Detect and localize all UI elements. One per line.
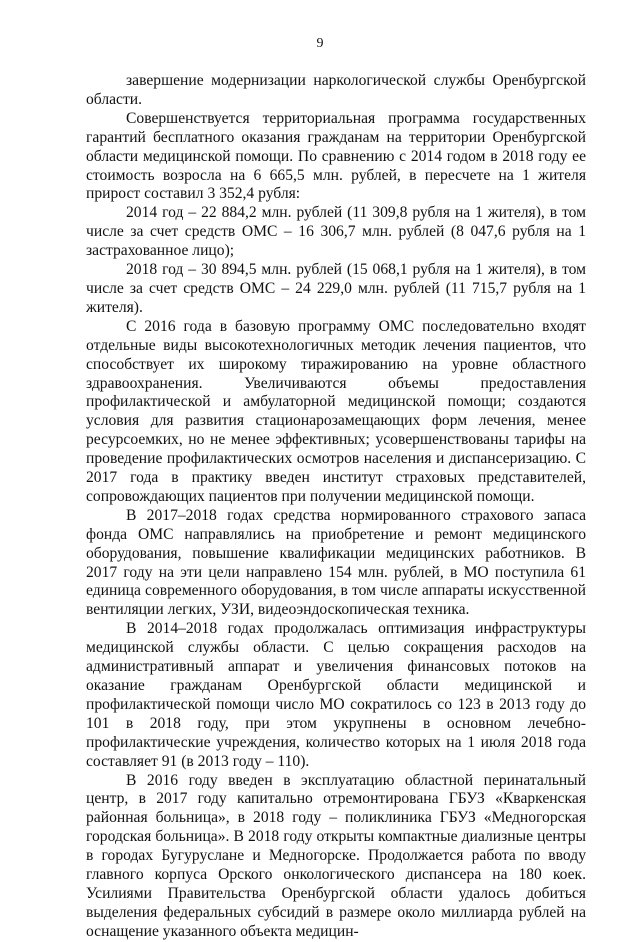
paragraph: В 2014–2018 годах продолжалась оптимизация инфраструктуры медицинской службы области. С целью сокращения расходов на административный аппарат и увеличения финансовых потоков на оказание гражданам Оренбургской области медицинской и профилактической помощи число МО сократилось со 123 в 2013 году до 101 в 2018 году, при этом укрупнены в основном лечебно-профилактические учреждения, количество которых на 1 июля 2018 года составляет 91 (в 2013 году – 110). — [86, 620, 586, 770]
paragraph: Совершенствуется территориальная программа государственных гарантий бесплатного оказания гражданам на территории Оренбургской области медицинской помощи. По сравнению с 2014 годом в 2018 году ее стоимость возросла на 6 665,5 млн. рублей, в пересчете на 1 жителя прирост составил 3 352,4 рубля: — [86, 109, 586, 203]
paragraph: 2014 год – 22 884,2 млн. рублей (11 309,8 рубля на 1 жителя), в том числе за счет средств ОМС – 16 306,7 млн. рублей (8 047,6 рубля на 1 застрахованное лицо); — [86, 204, 586, 260]
paragraph: В 2016 году введен в эксплуатацию областной перинатальный центр, в 2017 году капитально отремонтирована ГБУЗ «Кваркенская районная больница», в 2018 году – поликлиника ГБУЗ «Медногорская городская больница». В 2018 году открыты компактные диализные центры в городах Бугуруслане и Медногорске. Продолжается работа по вводу главного корпуса Орского онкологического диспансера на 180 коек. Усилиями Правительства Оренбургской области удалось добиться выделения федеральных субсидий в размере около миллиарда рублей на оснащение указанного объекта медицин- — [86, 771, 586, 940]
paragraph: завершение модернизации наркологической службы Оренбургской области. — [86, 72, 586, 108]
paragraph: В 2017–2018 годах средства нормированного страхового запаса фонда ОМС направлялись на приобретение и ремонт медицинского оборудования, повышение квалификации медицинских работников. В 2017 году на эти цели направлено 154 млн. рублей, в МО поступила 61 единица современного оборудования, в том числе аппараты искусственной вентиляции легких, УЗИ, видеоэндоскопическая техника. — [86, 506, 586, 619]
document-body — [86, 72, 586, 942]
paragraph: С 2016 года в базовую программу ОМС последовательно входят отдельные виды высокотехнологичных методик лечения пациентов, что способствует их широкому тиражированию на уровне областного здравоохранения. Увеличиваются объемы предоставления профилактической и амбулаторной медицинской помощи; создаются условия для развития стационарозамещающих форм лечения, менее ресурсоемких, но не менее эффективных; усовершенствованы тарифы на проведение профилактических осмотров населения и диспансеризацию. С 2017 года в практику введен институт страховых представителей, сопровождающих пациентов при получении медицинской помощи. — [86, 317, 586, 505]
paragraph: 2018 год – 30 894,5 млн. рублей (15 068,1 рубля на 1 жителя), в том числе за счет средств ОМС – 24 229,0 млн. рублей (11 715,7 рубля на 1 жителя). — [86, 261, 586, 316]
page-number: 9 — [316, 36, 324, 51]
